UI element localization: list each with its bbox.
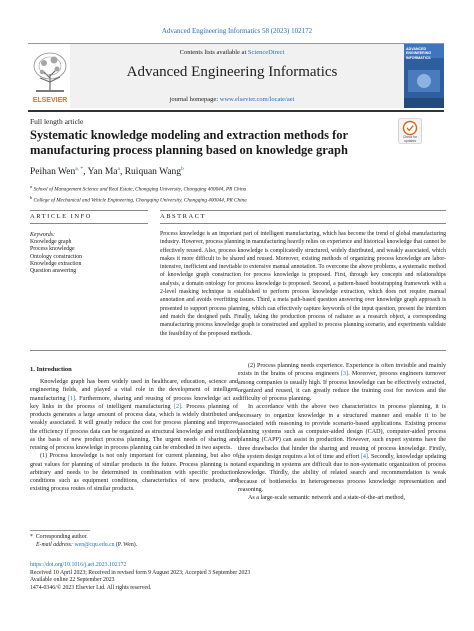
elsevier-wordmark: ELSEVIER	[32, 97, 68, 104]
doi-link[interactable]: https://doi.org/10.1016/j.aei.2023.102172	[30, 562, 127, 568]
paragraph: As a large-scale semantic network and a state-of-the-art method,	[248, 495, 406, 501]
affiliation-text: School of Management Science and Real Estate, Chongqing University, Chongqing 400044, PR China	[33, 186, 247, 193]
contents-line	[60, 49, 404, 56]
affiliation-text: College of Mechanical and Vehicle Engineering, Chongqing University, Chongqing 400044, PR China	[33, 197, 247, 204]
sciencedirect-link[interactable]: ScienceDirect	[247, 49, 285, 56]
article-info-heading: ARTICLE INFO	[30, 213, 92, 220]
header-bottom-rule	[28, 110, 444, 112]
email-note: E-mail address: wen@cqu.edu.cn (P. Wen).	[36, 541, 138, 548]
history-line: Received 10 April 2023; Received in revised form 9 August 2023; Accepted 3 September 2023	[30, 569, 251, 576]
citation-link[interactable]: [1]	[68, 395, 76, 402]
affiliations	[30, 183, 247, 205]
author-affiliation-mark[interactable]: a, *	[75, 166, 84, 172]
journal-citation-link[interactable]: Advanced Engineering Informatics 58 (2023) 102172	[161, 27, 313, 35]
homepage-link[interactable]: www.elsevier.com/locate/aei	[219, 96, 295, 103]
body-left-column	[30, 378, 238, 494]
keywords-label: Keywords:	[30, 232, 55, 238]
contents-prefix: Contents lists available at	[179, 49, 248, 56]
author-name[interactable]: Ruiquan Wang	[124, 167, 182, 178]
journal-title: Advanced Engineering Informatics	[126, 64, 338, 80]
citation-link[interactable]: [2]	[174, 403, 182, 410]
keyword: Question answering	[30, 268, 77, 275]
keyword: Knowledge extraction	[30, 260, 82, 267]
author-list: Peihan Wen$^{a, *}$, Yan Ma$^a$, Ruiquan Wang$^b$	[30, 166, 184, 178]
footnotes	[30, 534, 137, 549]
article-info-top-rule	[30, 210, 148, 211]
copyright-line: 1474-0346/© 2023 Elsevier Ltd. All rights reserved.	[30, 584, 152, 591]
paragraph: (2) Process planning needs experience. Experience is often invisible and mainly exists in the brains of process engineers [3]. Moreover, process engineers turnover among companies is usually high. If process knowledge can be effectively extracted, organized and reused, it can greatly reduce the training cost for novices and the difficulty of process planning.	[238, 363, 446, 402]
corresponding-author-note: * Corresponding author.	[30, 534, 88, 540]
body-right-column	[238, 362, 446, 502]
keyword: Ontology construction	[30, 253, 83, 260]
cover-title: ADVANCED ENGINEERING INFORMATICS	[406, 47, 432, 60]
homepage-prefix: journal homepage:	[169, 96, 220, 103]
abstract-mid-rule	[160, 223, 446, 224]
paragraph: (1) Process knowledge is not only important for current planning, but also of great values for planning of similar products in the future. Process planning is not arbitrary and needs to be determined in combination with specific production conditions such as equipment conditions, characteristics of new products, and existing process routes of similar products.	[30, 453, 238, 493]
paragraph: Knowledge graph has been widely used in healthcare, education, science and engineering fields, and played a vital role in the development of intelligent manufacturing [1]. Furthermore, sharing and reusing of process knowledge act as key links in the process of intelligent manufacturing [2]. Process planning of products generates a large amount of process data, which is widely distributed and weakly associated. It will greatly reduce the cost for process planning and improve the efficiency if process data can be organized as structural knowledge and reutilized as the basis of new product process planning. The urgent needs of sharing and reusing of process knowledge in process planning can be embodied in two aspects.	[30, 379, 238, 451]
article-type: Full length article	[30, 117, 84, 126]
section-heading-introduction: 1. Introduction	[30, 366, 72, 373]
abstract-bottom-rule	[30, 350, 446, 351]
abstract-text: Process knowledge is an important part of intelligent manufacturing, which has become the trend of global manufacturing industry. However, process planning in manufacturing heavily relies on experience and historical knowledge that cannot be effectively reused. Also, process knowledge is complicatedly structured, widely distributed, and weakly associated, which makes it more difficult to be shared and reused. Moreover, existing methods of organizing process knowledge are labor-intensive, inefficient and inevitable to extensive manual annotation. To overcome the above problems, a systematic method of knowledge graph construction for process knowledge is proposed. First, through key concepts and relationships analysis, a domain ontology for process knowledge is proposed. Second, a pattern-based bootstrapping framework with a 2-level masking technique is established to perform process knowledge extraction, which does not require manual annotation and avoids overfitting issues. Third, a meta path-based question answering over knowledge graph approach is presented to support process planning, which can effectively capture keywords of the input question, present the intention and match the designed path. Finally, taking the production process of radiator as a research object, a corresponding manufacturing process knowledge graph is constructed and applied to process planning scenario, and experiments validate the feasibility of the proposed methods.	[160, 231, 446, 337]
paper-title: Systematic knowledge modeling and extraction methods for manufacturing process planning based on knowledge graph	[30, 128, 348, 157]
footnote-rule	[30, 530, 90, 531]
author-name[interactable]: Yan Ma	[87, 167, 118, 178]
citation-link[interactable]: [4]	[360, 453, 368, 460]
affiliation-mark: a	[30, 184, 33, 189]
keywords-block	[30, 232, 82, 275]
affiliation-line	[30, 194, 247, 205]
keyword: Knowledge graph	[30, 239, 72, 246]
email-link[interactable]: wen@cqu.edu.cn	[74, 541, 115, 548]
author-affiliation-mark[interactable]: a	[117, 166, 120, 172]
author-name[interactable]: Peihan Wen	[30, 167, 76, 178]
badge-label: Check for updates	[402, 135, 418, 143]
citation-link[interactable]: [3]	[341, 371, 349, 378]
abstract-heading: ABSTRACT	[160, 213, 206, 220]
publication-details	[30, 562, 250, 592]
homepage-line	[60, 96, 404, 103]
history-line: Available online 22 September 2023	[30, 577, 115, 584]
journal-cover-image[interactable]	[404, 44, 444, 108]
paragraph: In accordance with the above two characteristics in process planning, it is necessary to organize knowledge in a structured manner and enable it to be associated with reasoning to provide scenario-based applications. Existing process planning systems such as computer-aided design (CAD), computer-aided process planning (CAPP) can assist in production. However, such expert systems have the three drawbacks that hinder the sharing and reusing of process knowledge. Firstly, the system design requires a lot of time and effort [4]. Secondly, knowledge updating and expanding in systems are difficult due to non-systematic organization of process knowledge. Thirdly, the ability of related search and recommendation is weak because of bottlenecks in heterogeneous process knowledge representation and reasoning.	[238, 404, 446, 493]
abstract-top-rule	[160, 210, 446, 211]
corresponding-marker: *	[30, 534, 33, 540]
check-for-updates-badge[interactable]	[398, 118, 422, 144]
affiliation-mark: b	[30, 195, 33, 201]
author-affiliation-mark[interactable]: b	[181, 166, 184, 172]
affiliation-line	[30, 183, 247, 194]
article-info-mid-rule	[30, 223, 148, 224]
keyword: Process knowledge	[30, 246, 75, 253]
